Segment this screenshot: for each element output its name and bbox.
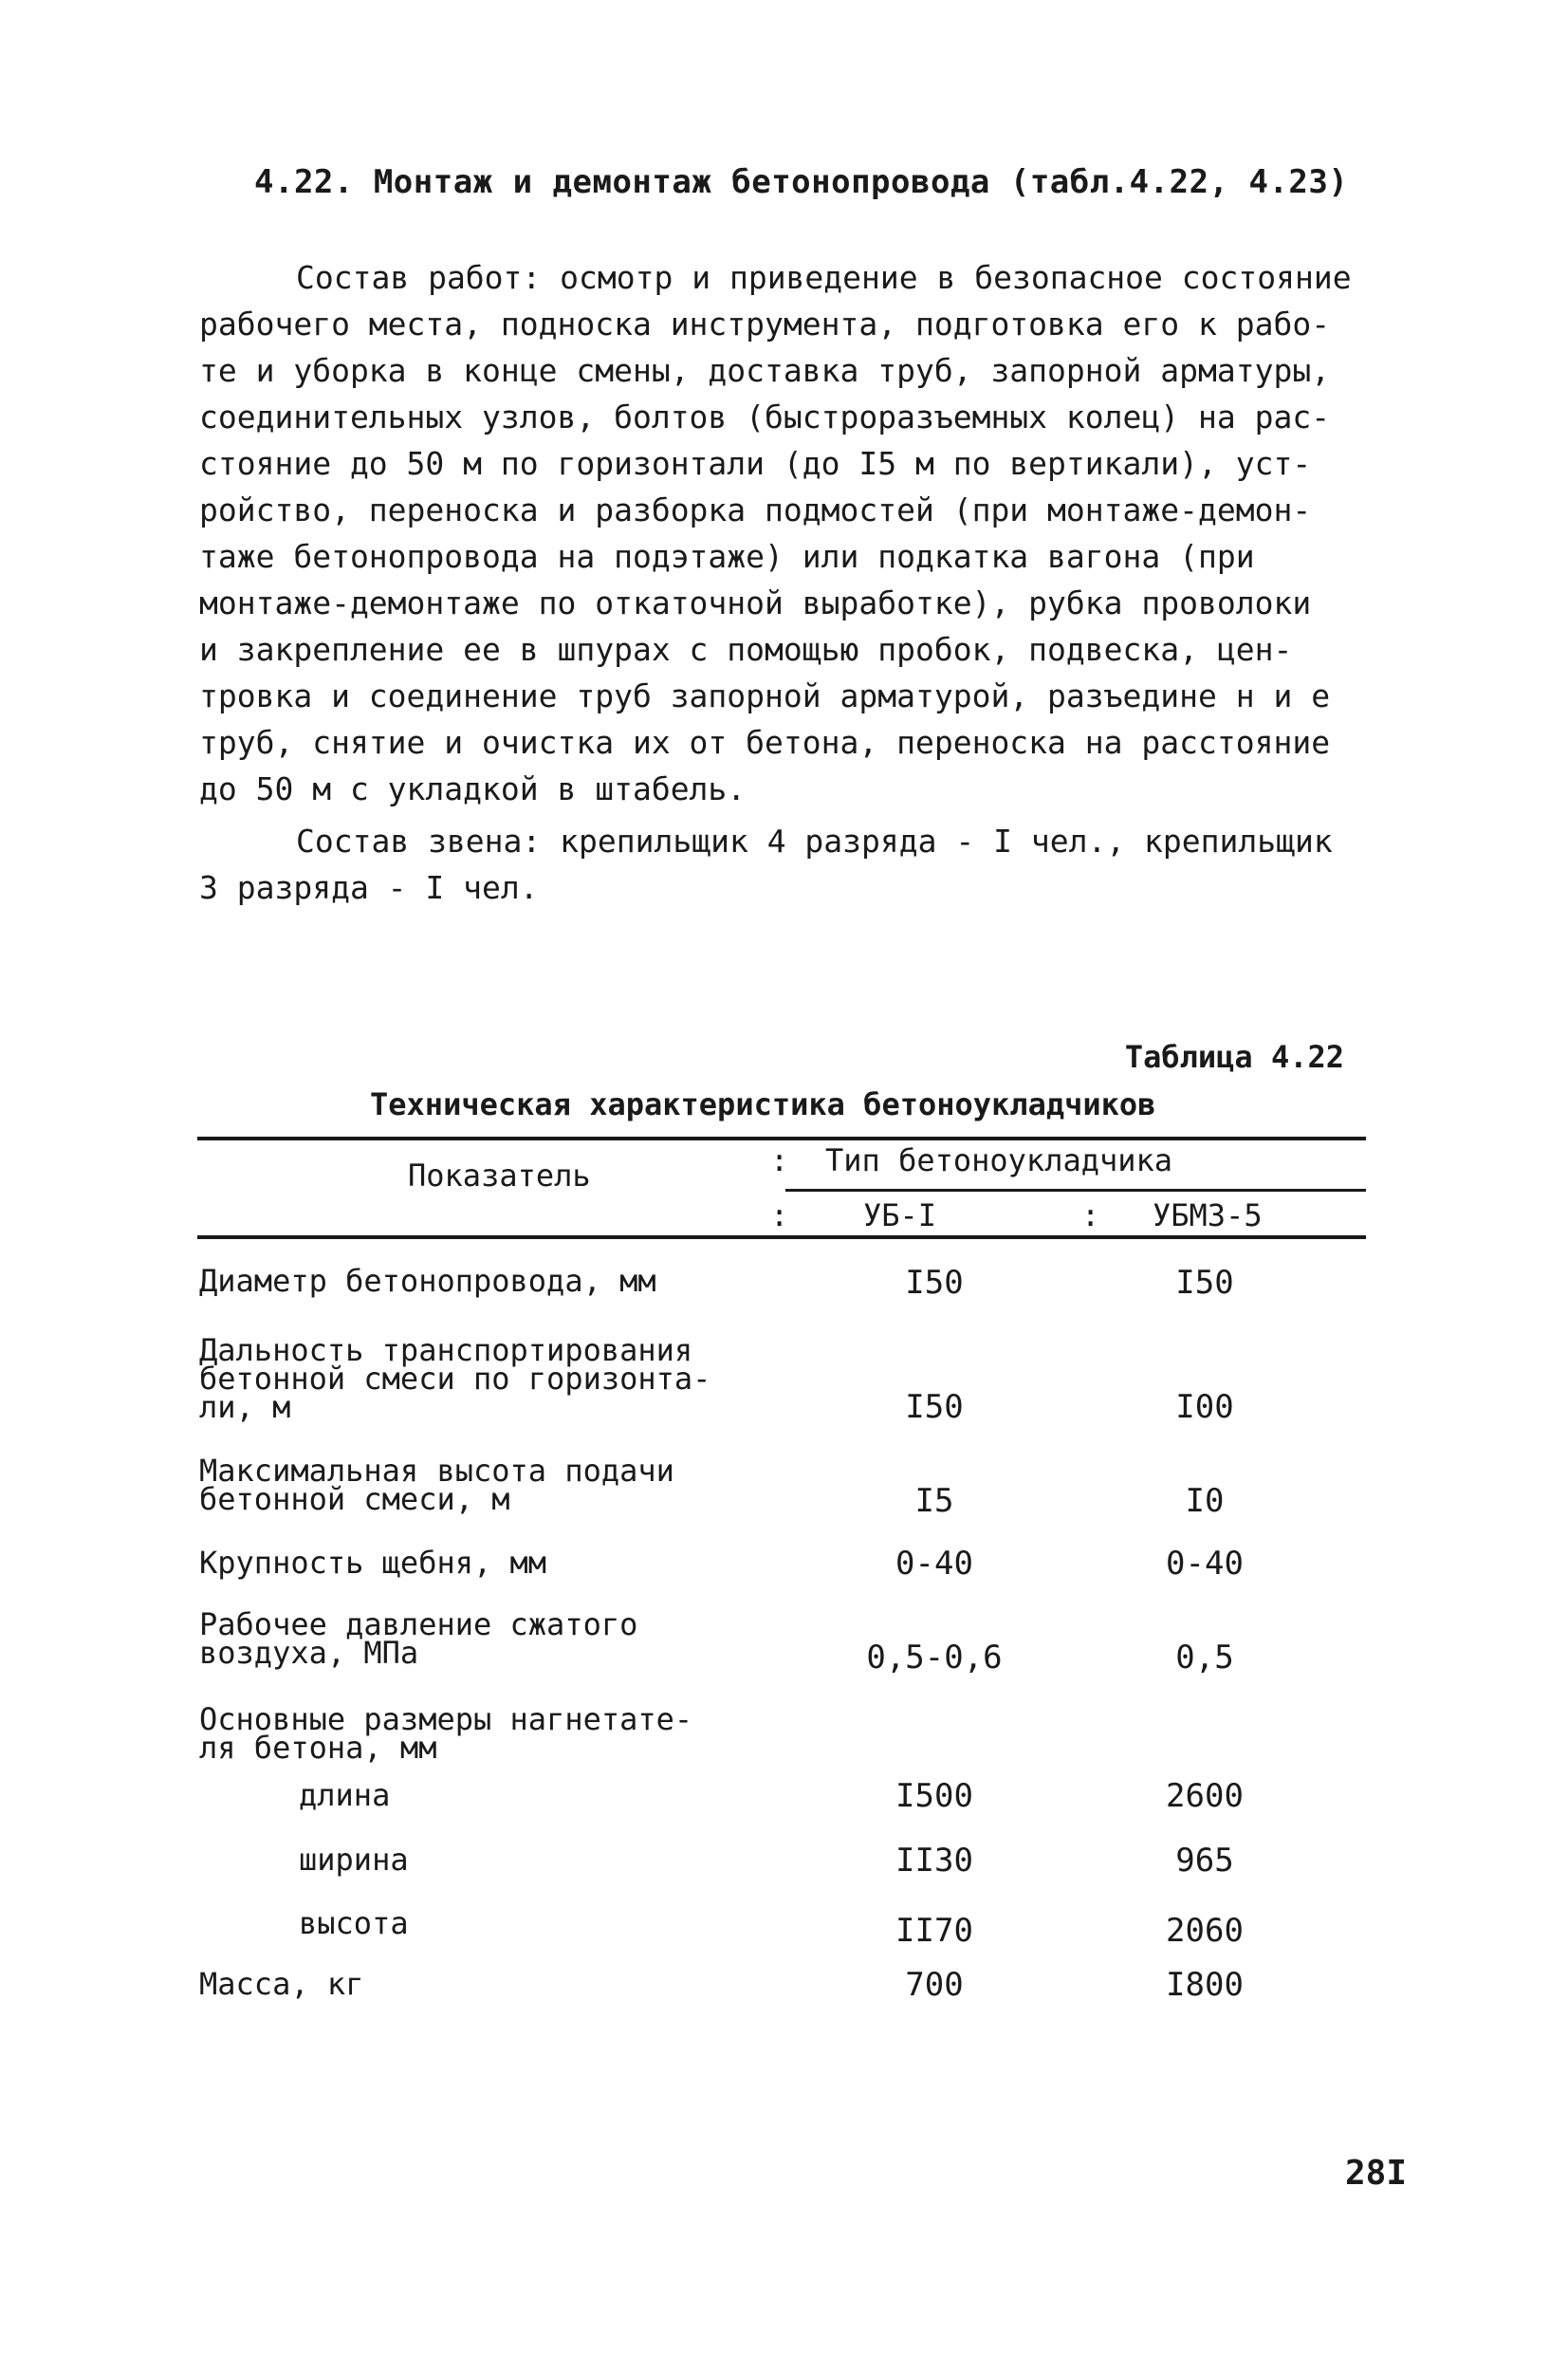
table-cell-ubmz5: 0-40 xyxy=(1166,1545,1244,1583)
paragraph-line: стояние до 50 м по горизонтали (до I5 м по вертикали), уст- xyxy=(199,445,1312,482)
table-cell-ubmz5: I50 xyxy=(1175,1264,1234,1302)
paragraph-line: таже бетонопровода на подэтаже) или подкатка вагона (при xyxy=(199,538,1255,575)
table-cell-ub1: I50 xyxy=(905,1388,964,1426)
paragraph-line: до 50 м с укладкой в штабель. xyxy=(199,770,747,807)
table-row-label: Диаметр бетонопровода, мм xyxy=(199,1263,656,1299)
paragraph-line: рабочего места, поднoска инструмента, подготовка его к рабо- xyxy=(199,306,1331,343)
table-title: Техническая характеристика бетоноукладчиков xyxy=(370,1086,1156,1122)
paragraph-line: монтаже-демонтаже по откаточной выработке), рубка проволоки xyxy=(199,584,1312,621)
paragraph-line: ройство, переноска и разборка подмостей (при монтаже-демон- xyxy=(199,491,1312,528)
paragraph-line: тровка и соединение труб запорной арматурой, разъедине н и е xyxy=(199,677,1331,714)
table-row-label: Дальность транспортирования бетонной смеси по горизонта- ли, м xyxy=(199,1332,711,1425)
table-cell-ub1: 700 xyxy=(905,1966,964,2004)
table-cell-ubmz5: 965 xyxy=(1175,1842,1234,1880)
table-cell-ubmz5: 2600 xyxy=(1166,1777,1244,1815)
table-cell-ub1: I5 xyxy=(914,1482,954,1520)
paragraph-line: труб, снятие и очистка их от бетона, переноска на расстояние xyxy=(199,724,1331,761)
table-cell-ubmz5: 0,5 xyxy=(1175,1639,1234,1677)
crew-composition-paragraph xyxy=(199,818,1366,911)
table-row-label: Масса, кг xyxy=(199,1966,364,2002)
paragraph-line: 3 разряда - I чел. xyxy=(199,869,539,906)
table-cell-ub1: II30 xyxy=(895,1842,973,1880)
header-separator: : xyxy=(770,1142,789,1178)
table-row-label: Основные размеры нагнетате- ля бетона, мм xyxy=(199,1701,693,1766)
header-type-group: Тип бетоноукладчика xyxy=(825,1142,1173,1178)
table-row-label: Рабочее давление сжатого воздуха, МПа xyxy=(199,1606,638,1671)
header-separator: : xyxy=(1081,1197,1100,1233)
page-number: 28I xyxy=(1345,2154,1408,2193)
table-row-label: Крупность щебня, мм xyxy=(199,1545,547,1581)
table-top-rule xyxy=(197,1137,1366,1140)
table-cell-ub1: I500 xyxy=(895,1777,973,1815)
paragraph-line: соединительных узлов, болтов (быстроразъемных колец) на рас- xyxy=(199,398,1331,435)
table-row-label: высота xyxy=(299,1905,409,1941)
header-separator: : xyxy=(770,1197,789,1233)
table-cell-ubmz5: I800 xyxy=(1166,1966,1244,2004)
work-composition-paragraph xyxy=(199,254,1366,812)
header-indicator: Показатель xyxy=(408,1158,591,1194)
table-row-label: длина xyxy=(299,1777,391,1813)
header-col-ubmz5: УБМЗ-5 xyxy=(1153,1197,1263,1233)
table-cell-ubmz5: I0 xyxy=(1185,1482,1225,1520)
table-cell-ubmz5: 2060 xyxy=(1166,1912,1244,1950)
table-row-label: ширина xyxy=(299,1842,409,1878)
table-cell-ub1: 0,5-0,6 xyxy=(866,1639,1003,1677)
table-row-label: Максимальная высота подачи бетонной смеси, м xyxy=(199,1453,674,1517)
table-header-bottom-rule xyxy=(197,1235,1366,1239)
table-number: Таблица 4.22 xyxy=(1124,1039,1344,1075)
section-heading: 4.22. Монтаж и демонтаж бетонопровода (табл.4.22, 4.23) xyxy=(254,163,1349,201)
header-col-ub1: УБ-I xyxy=(863,1197,937,1233)
table-header-divider xyxy=(785,1189,1366,1192)
paragraph-line: Состав звена: крепильщик 4 разряда - I чел., крепильщик xyxy=(296,823,1333,860)
paragraph-line: те и уборка в конце смены, доставка труб, запорной арматуры, xyxy=(199,352,1331,389)
paragraph-line: и закрепление ее в шпурах с помощью пробок, подвеска, цен- xyxy=(199,631,1293,668)
table-cell-ub1: 0-40 xyxy=(895,1545,973,1583)
paragraph-line: Состав работ: осмотр и приведение в безопасное состояние xyxy=(296,259,1352,296)
table-cell-ubmz5: I00 xyxy=(1175,1388,1234,1426)
table-cell-ub1: II70 xyxy=(895,1912,973,1950)
table-cell-ub1: I50 xyxy=(905,1264,964,1302)
